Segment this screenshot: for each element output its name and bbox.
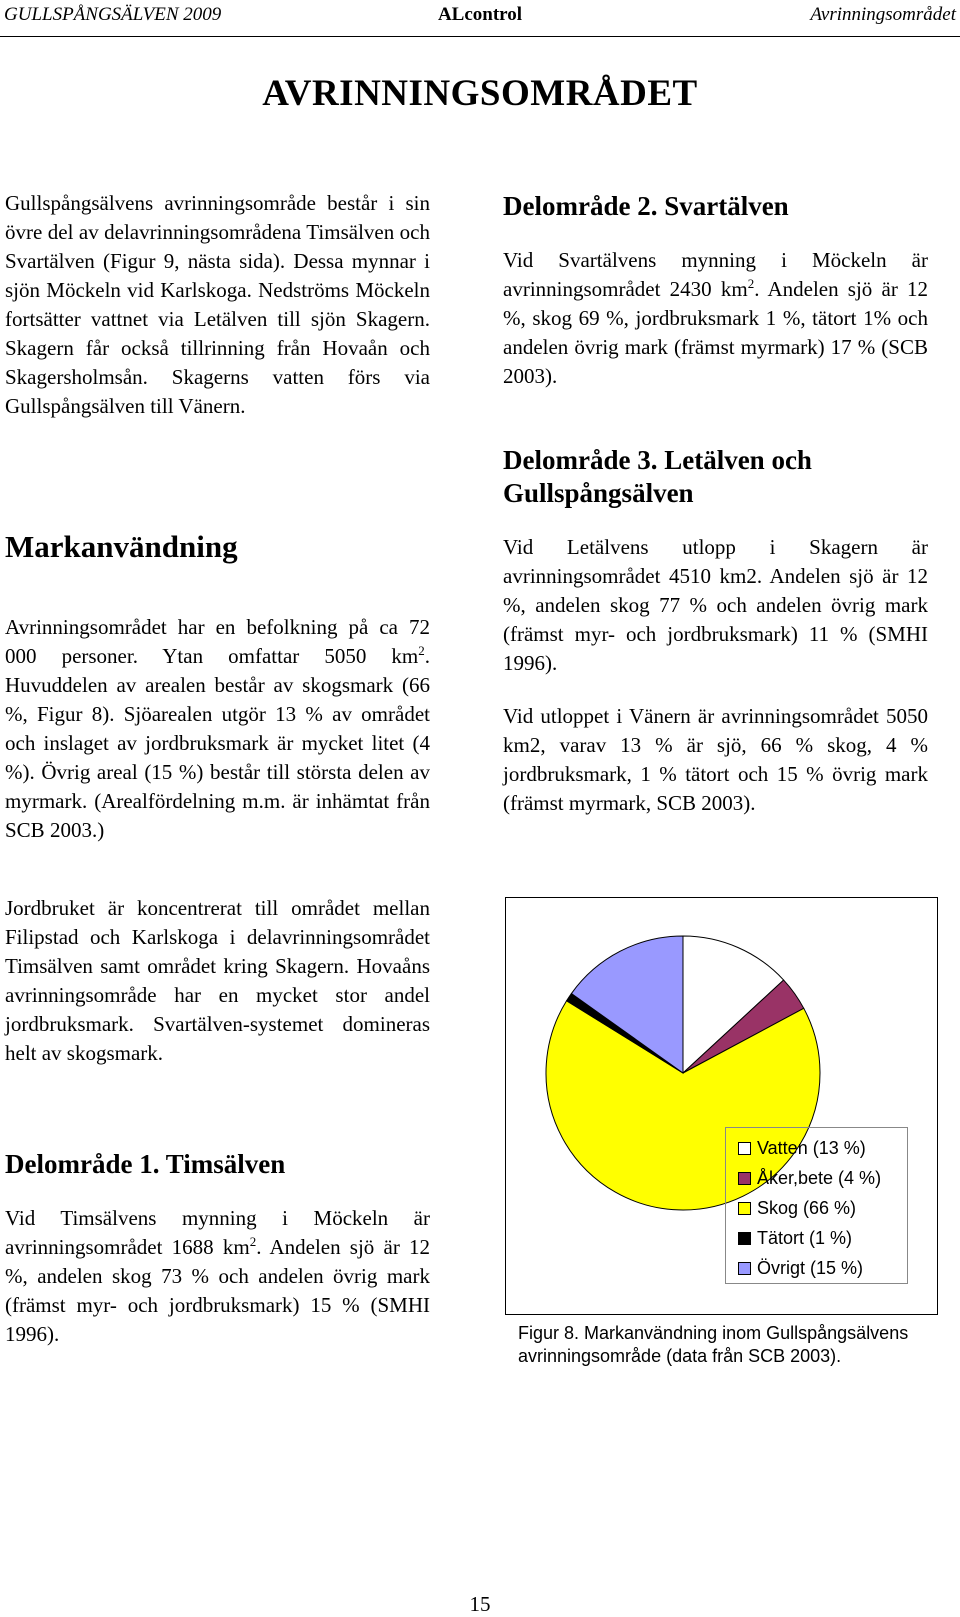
markanvandning-text-2: Jordbruket är koncentrerat till området mellan Filipstad och Karlskoga i delavrinningsområdet Timsälven samt området kring Skagern. Hovaåns avrinningsområde har en mycket stor andel jordbruksmark. Svartälven-systemet domineras helt av skogsmark. bbox=[5, 896, 430, 1065]
section-heading-markanvandning: Markanvändning bbox=[5, 529, 238, 564]
legend-label: Skog (66 %) bbox=[757, 1198, 857, 1218]
header-rule bbox=[0, 36, 960, 37]
delomrade-1-text-a: Vid Timsälvens mynning i Möckeln är avrinningsområdet 1688 km bbox=[5, 1206, 430, 1259]
delomrade-2-text-b: . Andelen sjö är 12 %, skog 69 %, jordbruksmark 1 %, tätort 1% och andelen övrig mark (främst myrmark) 17 % (SCB 2003). bbox=[503, 277, 929, 388]
markanvandning-text-b: . Huvuddelen av arealen består av skogsmark (66 %, Figur 8). Sjöarealen utgör 13 % av området och inslaget av jordbruksmark är mycket litet (4 %). Övrig areal (15 %) består till största delen av myrmark. (Arealfördelning m.m. är inhämtat från SCB 2003.) bbox=[5, 644, 430, 842]
header-center: ALcontrol bbox=[437, 4, 523, 25]
legend-item bbox=[738, 1256, 863, 1280]
page-number: 15 bbox=[469, 1592, 491, 1616]
section-heading-delomrade-3: Delområde 3. Letälven och Gullspångsälven bbox=[503, 445, 812, 508]
legend-swatch bbox=[738, 1202, 751, 1215]
legend-item bbox=[738, 1226, 852, 1250]
legend-label: Åker,bete (4 %) bbox=[757, 1168, 882, 1188]
legend-label: Tätort (1 %) bbox=[757, 1228, 853, 1248]
delomrade-3-paragraph-2 bbox=[503, 702, 928, 818]
header-left: GULLSPÅNGSÄLVEN 2009 bbox=[4, 4, 222, 25]
delomrade-3-text-2: Vid utloppet i Vänern är avrinningsområdet 5050 km2, varav 13 % är sjö, 66 % skog, 4 % jordbruksmark, 1 % tätort och 15 % övrig mark (främst myrmark, SCB 2003). bbox=[503, 704, 928, 815]
markanvandning-paragraph-1 bbox=[5, 613, 430, 845]
delomrade-2-text-a: Vid Svartälvens mynning i Möckeln är avrinningsområdet 2430 km bbox=[503, 248, 928, 301]
delomrade-1-paragraph bbox=[5, 1204, 430, 1349]
pie-chart-frame bbox=[505, 897, 938, 1315]
delomrade-3-paragraph-1 bbox=[503, 533, 928, 678]
superscript: 2 bbox=[249, 1234, 257, 1249]
intro-paragraph bbox=[5, 189, 430, 421]
legend-item bbox=[738, 1136, 866, 1160]
legend-swatch bbox=[738, 1262, 751, 1275]
markanvandning-paragraph-2 bbox=[5, 894, 430, 1068]
legend-swatch bbox=[738, 1172, 751, 1185]
chart-legend bbox=[725, 1127, 908, 1284]
legend-label: Vatten (13 %) bbox=[757, 1138, 866, 1158]
legend-item bbox=[738, 1196, 856, 1220]
delomrade-3-text-1: Vid Letälvens utlopp i Skagern är avrinningsområdet 4510 km2. Andelen sjö är 12 %, andelen skog 77 % och andelen övrig mark (främst myr- och jordbruksmark) 11 % (SMHI 1996). bbox=[503, 535, 928, 675]
figure-caption: Figur 8. Markanvändning inom Gullspångsälvens avrinningsområde (data från SCB 2003). bbox=[518, 1323, 909, 1366]
legend-item bbox=[738, 1166, 881, 1190]
header-right: Avrinningsområdet bbox=[810, 4, 956, 25]
section-heading-delomrade-2: Delområde 2. Svartälven bbox=[503, 191, 789, 221]
markanvandning-text-a: Avrinningsområdet har en befolkning på ca 72 000 personer. Ytan omfattar 5050 km bbox=[5, 615, 430, 668]
delomrade-1-text-b: . Andelen sjö är 12 %, andelen skog 73 % och andelen övrig mark (främst myr- och jordbruksmark) 15 % (SMHI 1996). bbox=[5, 1235, 431, 1346]
superscript: 2 bbox=[418, 643, 425, 658]
superscript: 2 bbox=[747, 276, 755, 291]
page-title: AVRINNINGSOMRÅDET bbox=[262, 73, 698, 114]
intro-text: Gullspångsälvens avrinningsområde består i sin övre del av delavrinningsområdena Timsälven och Svartälven (Figur 9, nästa sida). Dessa mynnar i sjön Möckeln vid Karlskoga. Nedströms Möckeln fortsätter vattnet via Letälven till sjön Skagern. Skagern får också tillrinning från Hovaån och Skagersholmsån. Skagerns vatten förs via Gullspångsälven till Vänern. bbox=[5, 191, 430, 418]
legend-swatch bbox=[738, 1232, 751, 1245]
delomrade-2-paragraph bbox=[503, 246, 928, 391]
legend-label: Övrigt (15 %) bbox=[757, 1258, 864, 1278]
legend-swatch bbox=[738, 1142, 751, 1155]
section-heading-delomrade-1: Delområde 1. Timsälven bbox=[5, 1149, 286, 1179]
